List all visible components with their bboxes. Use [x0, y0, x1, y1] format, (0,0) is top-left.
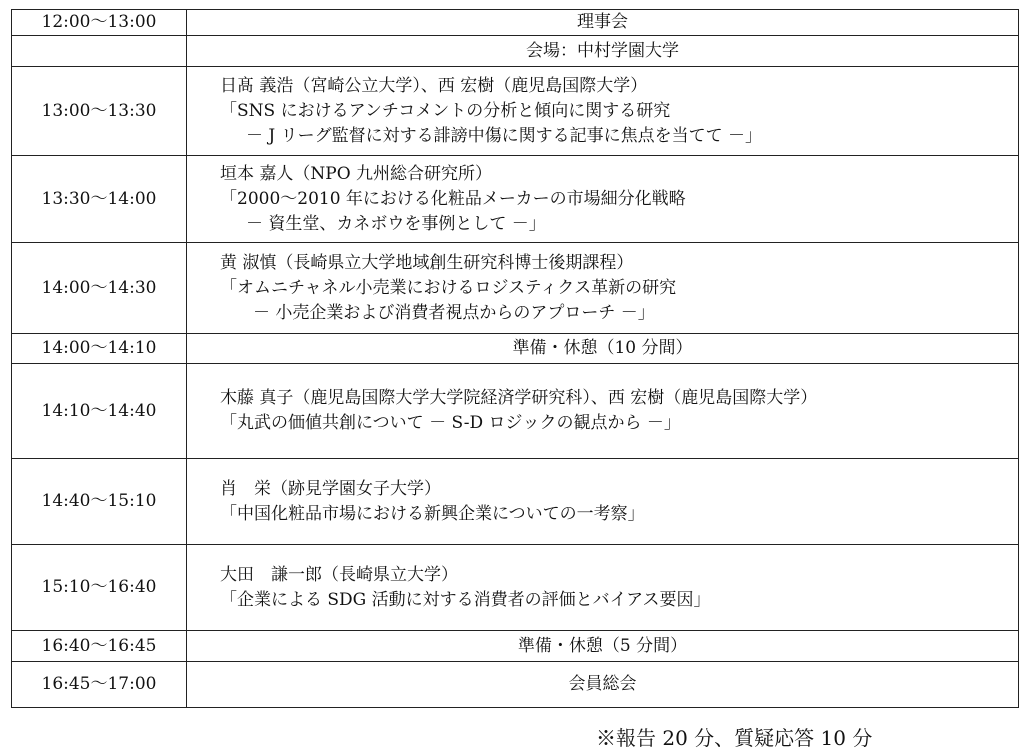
presenter-name: 木藤 真子（鹿児島国際大学大学院経済学研究科）、西 宏樹（鹿児島国際大学） — [220, 388, 818, 408]
table-row — [12, 10, 1019, 36]
time-cell: 15:10～16:40 — [12, 545, 187, 631]
general-meeting-cell: 会員総会 — [187, 662, 1019, 708]
presenter-name: 黄 淑慎（長崎県立大学地域創生研究科博士後期課程） — [220, 252, 634, 273]
presentation-title: 「中国化粧品市場における新興企業についての一考察」 — [220, 503, 645, 524]
table-row — [12, 156, 1019, 243]
table-row — [12, 334, 1019, 364]
table-row — [12, 364, 1019, 459]
agenda-cell: 理事会 — [187, 10, 1019, 36]
schedule-table — [11, 9, 1019, 708]
break-cell: 準備・休憩（5 分間） — [187, 631, 1019, 662]
time-cell: 14:00～14:30 — [12, 243, 187, 334]
table-row — [12, 459, 1019, 545]
presentation-title: 「オムニチャネル小売業におけるロジスティクス革新の研究 — [220, 277, 677, 298]
time-cell: 16:45～17:00 — [12, 662, 187, 708]
table-row — [12, 545, 1019, 631]
venue-cell: 会場：中村学園大学 — [187, 36, 1019, 67]
presentation-cell — [187, 67, 1019, 156]
time-cell: 13:00～13:30 — [12, 67, 187, 156]
time-cell: 14:00～14:10 — [12, 334, 187, 364]
presentation-cell — [187, 156, 1019, 243]
presentation-title: 「2000～2010 年における化粧品メーカーの市場細分化戦略 — [220, 188, 686, 209]
table-row — [12, 243, 1019, 334]
presentation-title: 「SNS におけるアンチコメントの分析と傾向に関する研究 — [220, 100, 671, 121]
presenter-name: 日髙 義浩（宮崎公立大学）、西 宏樹（鹿児島国際大学） — [220, 75, 648, 96]
time-cell: 13:30～14:00 — [12, 156, 187, 243]
footnote: ※報告 20 分、質疑応答 10 分 — [596, 726, 873, 750]
presentation-subtitle: － 小売企業および消費者視点からのアプローチ －」 — [253, 302, 655, 323]
time-cell — [12, 36, 187, 67]
presentation-subtitle: － J リーグ監督に対する誹謗中傷に関する記事に焦点を当てて －」 — [246, 125, 763, 146]
presentation-cell — [187, 545, 1019, 631]
break-cell: 準備・休憩（10 分間） — [187, 334, 1019, 364]
presentation-title: 「丸武の価値共創について － S-D ロジックの観点から －」 — [220, 413, 681, 433]
table-row — [12, 36, 1019, 67]
presentation-cell — [187, 364, 1019, 459]
presenter-name: 大田 謙一郎（長崎県立大学） — [220, 564, 458, 585]
table-row — [12, 631, 1019, 662]
table-row — [12, 67, 1019, 156]
presentation-cell — [187, 243, 1019, 334]
time-cell: 14:40～15:10 — [12, 459, 187, 545]
presentation-subtitle: － 資生堂、カネボウを事例として －」 — [246, 213, 546, 234]
time-cell: 14:10～14:40 — [12, 364, 187, 459]
time-cell: 16:40～16:45 — [12, 631, 187, 662]
presentation-cell — [187, 459, 1019, 545]
presenter-name: 肖 栄（跡見学園女子大学） — [220, 478, 441, 499]
table-row — [12, 662, 1019, 708]
presentation-title: 「企業による SDG 活動に対する消費者の評価とバイアス要因」 — [220, 589, 711, 610]
time-cell: 12:00～13:00 — [12, 10, 187, 36]
presenter-name: 垣本 嘉人（NPO 九州総合研究所） — [220, 163, 493, 184]
